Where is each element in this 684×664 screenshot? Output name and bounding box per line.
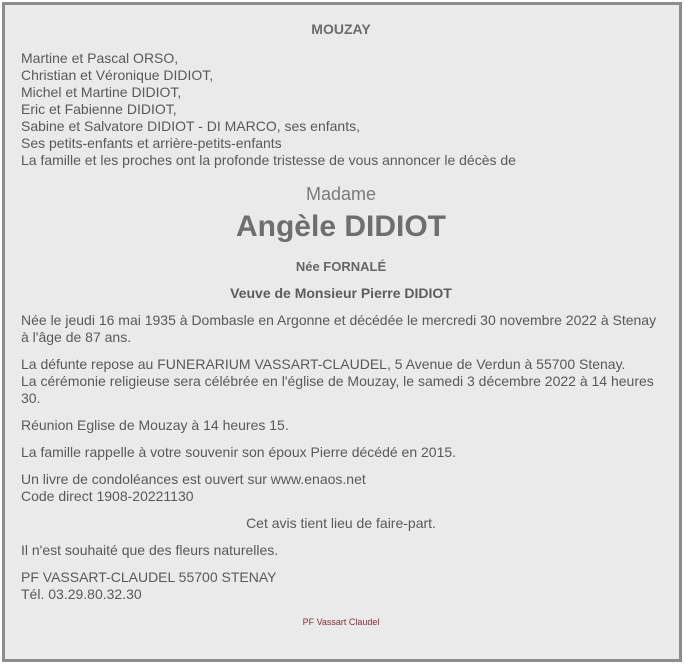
maiden-name: Née FORNALÉ	[295, 259, 387, 274]
deceased-name: Angèle DIDIOT	[235, 210, 446, 243]
family-line: Ses petits-enfants et arrière-petits-enfants	[21, 135, 282, 151]
family-line: Eric et Fabienne DIDIOT,	[21, 101, 177, 117]
funeral-home-paragraph	[21, 569, 661, 603]
honorific: Madame	[305, 184, 377, 204]
obituary-content	[21, 21, 661, 628]
memory-paragraph: La famille rappelle à votre souvenir son époux Pierre décédé en 2015.	[21, 444, 457, 460]
flowers-paragraph: Il n'est souhaité que des fleurs naturelles.	[21, 542, 279, 558]
meeting-paragraph: Réunion Eglise de Mouzay à 14 heures 15.	[21, 417, 289, 433]
family-line: Michel et Martine DIDIOT,	[21, 84, 182, 100]
rest-paragraph	[21, 356, 661, 407]
funeral-home-phone: Tél. 03.29.80.32.30	[21, 586, 142, 602]
widow-of: Veuve de Monsieur Pierre DIDIOT	[230, 285, 452, 301]
notice-paragraph: Cet avis tient lieu de faire-part.	[246, 515, 436, 531]
condolences-line: Un livre de condoléances est ouvert sur www.enaos.net	[21, 471, 366, 487]
obituary-frame	[2, 2, 682, 662]
signature: PF Vassart Claudel	[302, 617, 380, 627]
birth-death-paragraph: Née le jeudi 16 mai 1935 à Dombasle en Argonne et décédée le mercredi 30 novembre 2022 à Stenay à l'âge de 87 ans.	[21, 312, 657, 345]
family-line: Sabine et Salvatore DIDIOT - DI MARCO, ses enfants,	[21, 118, 360, 134]
condolences-paragraph	[21, 471, 661, 505]
rest-line: La défunte repose au FUNERARIUM VASSART-CLAUDEL, 5 Avenue de Verdun à 55700 Stenay.	[21, 356, 626, 372]
family-line: Martine et Pascal ORSO,	[21, 50, 179, 66]
family-line: La famille et les proches ont la profonde tristesse de vous annoncer le décès de	[21, 152, 516, 168]
place-heading: MOUZAY	[311, 21, 371, 37]
ceremony-line: La cérémonie religieuse sera célébrée en l'église de Mouzay, le samedi 3 décembre 2022 à 14 heures 30.	[21, 373, 654, 406]
funeral-home-name: PF VASSART-CLAUDEL 55700 STENAY	[21, 569, 277, 585]
family-list	[21, 50, 661, 169]
direct-code-line: Code direct 1908-20221130	[21, 488, 194, 504]
family-line: Christian et Véronique DIDIOT,	[21, 67, 214, 83]
